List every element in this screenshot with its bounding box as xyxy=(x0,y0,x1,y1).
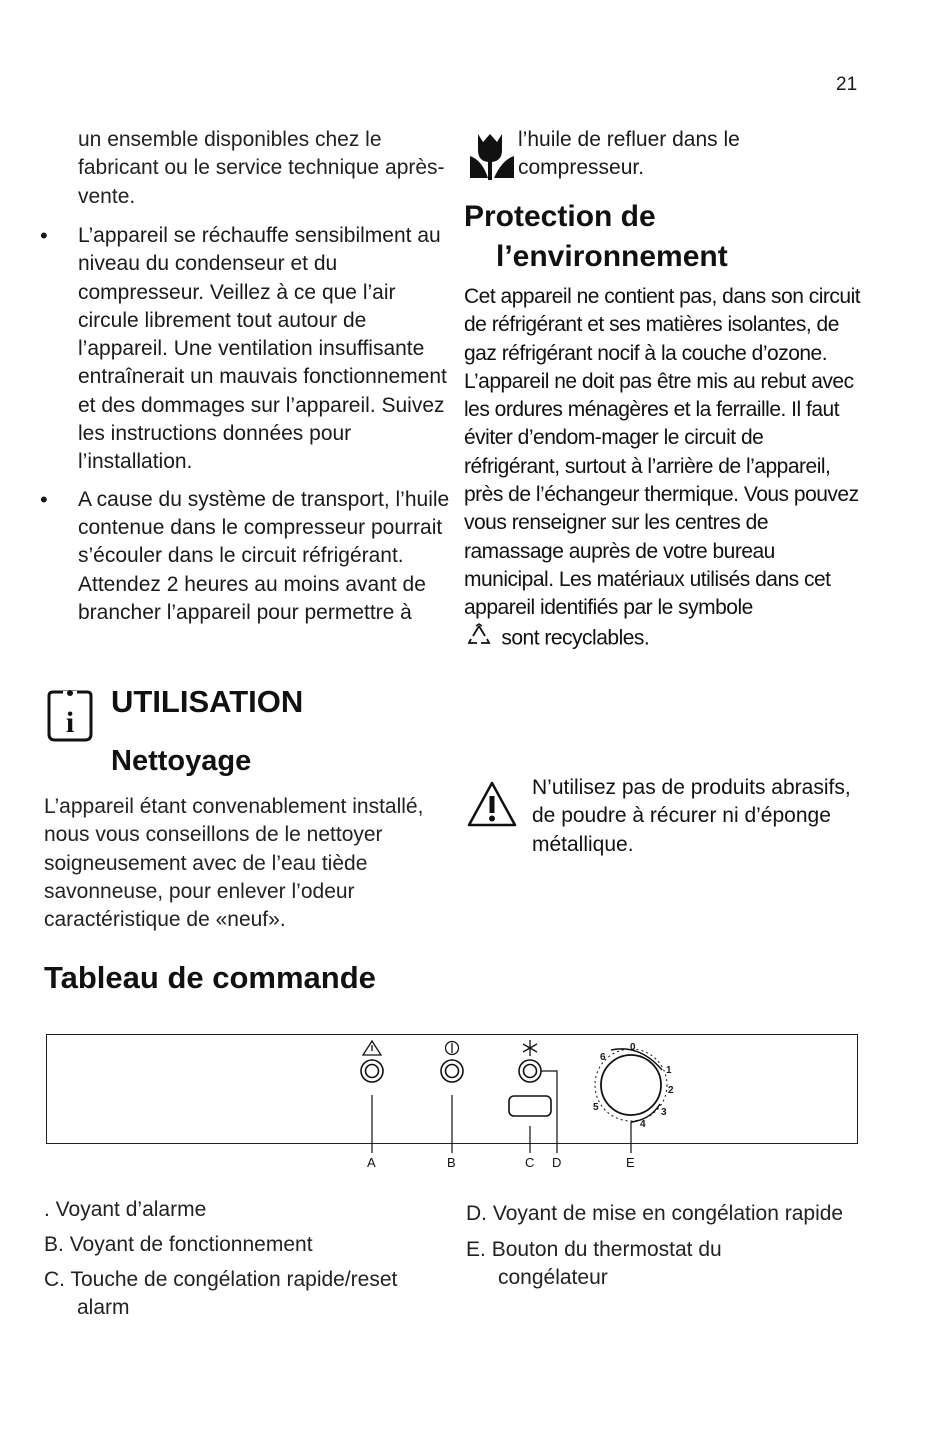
bullet-dot: • xyxy=(40,486,48,512)
control-panel-heading: Tableau de commande xyxy=(44,960,376,995)
legend-b xyxy=(44,1231,313,1259)
dial-number-0: 0 xyxy=(630,1042,636,1053)
dial-number-5: 5 xyxy=(593,1102,599,1113)
power-icon xyxy=(446,1042,459,1055)
left-continuation-text: un ensemble disponibles chez le fabricant ou le service technique après-vente. xyxy=(78,128,445,208)
dial-number-4: 4 xyxy=(640,1119,646,1130)
legend-letter: D. xyxy=(466,1202,487,1225)
bullet-text: A cause du système de transport, l’huile contenue dans le compresseur pourrait s’écouler dans le circuit réfrigérant. Attendez 2 heures au moins avant de brancher l’appareil pour permettre à xyxy=(78,487,450,624)
warning-text: N’utilisez pas de produits abrasifs, de poudre à récurer ni d’éponge métallique. xyxy=(532,776,851,856)
power-light xyxy=(441,1060,463,1082)
dial-number-3: 3 xyxy=(661,1107,667,1118)
legend-letter: E. xyxy=(466,1238,486,1261)
alarm-triangle-icon xyxy=(363,1041,381,1055)
legend-letter: C. xyxy=(44,1268,65,1291)
nettoyage-body: L’appareil étant convenablement installé, nous vous conseillons de le nettoyer soigneusement avec de l’eau tiède savonneuse, pour enlever l’odeur caractéristique de «neuf». xyxy=(44,795,424,932)
legend-text: Touche de congélation rapide/reset xyxy=(70,1268,398,1291)
legend-text: Voyant de mise en congélation rapide xyxy=(492,1202,844,1225)
label-c: C xyxy=(525,1155,535,1170)
legend-a: . Voyant d’alarme xyxy=(44,1198,207,1221)
bullet-text: L’appareil se réchauffe sensibilment au niveau du condenseur et du compresseur. Veillez à ce que l’air circule librement tout autour de l’appareil. Une ventilation insuffisante entraînerait un mauvais fonctionnement et des dommages sur l’appareil. Suivez les instructions données pour l’installation. xyxy=(78,224,447,474)
label-b: B xyxy=(447,1155,456,1170)
legend-text-cont: alarm xyxy=(77,1296,130,1320)
fast-freeze-light xyxy=(519,1060,541,1082)
label-a: A xyxy=(367,1155,376,1170)
legend-text: Voyant de fonctionnement xyxy=(69,1233,313,1256)
alarm-light xyxy=(361,1060,383,1082)
legend-d xyxy=(466,1200,843,1228)
legend-e xyxy=(466,1236,856,1293)
oil-line-1: l’huile de refluer dans le xyxy=(518,128,740,151)
label-e: E xyxy=(626,1155,635,1170)
label-d: D xyxy=(552,1155,562,1170)
dial-number-2: 2 xyxy=(668,1085,674,1096)
protection-heading-line1: Protection de xyxy=(464,200,656,233)
fast-freeze-button xyxy=(509,1096,551,1116)
dial-number-1: 1 xyxy=(666,1065,672,1076)
utilisation-heading: UTILISATION xyxy=(111,684,304,719)
protection-body-text: Cet appareil ne contient pas, dans son circuit de réfrigérant et ses matières isolantes, de gaz réfrigérant nocif à la couche d’ozone. L’appareil ne doit pas être mis au rebut avec les ordures ménagères et la ferraille. Il faut éviter d’endom-mager le circuit de réfrigérant, surtout à l’arrière de l’appareil, près de l’échangeur thermique. Vous pouvez vous renseigner sur les centres de ramassage auprès de votre bureau municipal. Les matériaux utilisés dans cet appareil identifiés par le symbole xyxy=(464,285,861,620)
nettoyage-heading: Nettoyage xyxy=(111,745,252,777)
protection-body-end: sont recyclables. xyxy=(501,626,650,650)
page-number: 21 xyxy=(836,74,858,95)
svg-text:i: i xyxy=(65,706,75,739)
snowflake-icon xyxy=(523,1040,537,1056)
dial-number-6: 6 xyxy=(600,1052,606,1063)
legend-letter: B. xyxy=(44,1233,64,1256)
legend-c xyxy=(44,1266,444,1323)
bullet-dot: • xyxy=(40,223,48,248)
legend-text: Bouton du thermostat du xyxy=(491,1238,722,1261)
legend-text-cont: congélateur xyxy=(498,1266,608,1290)
oil-line-2: compresseur. xyxy=(518,156,645,180)
protection-heading-line2: l’environnement xyxy=(496,240,728,273)
